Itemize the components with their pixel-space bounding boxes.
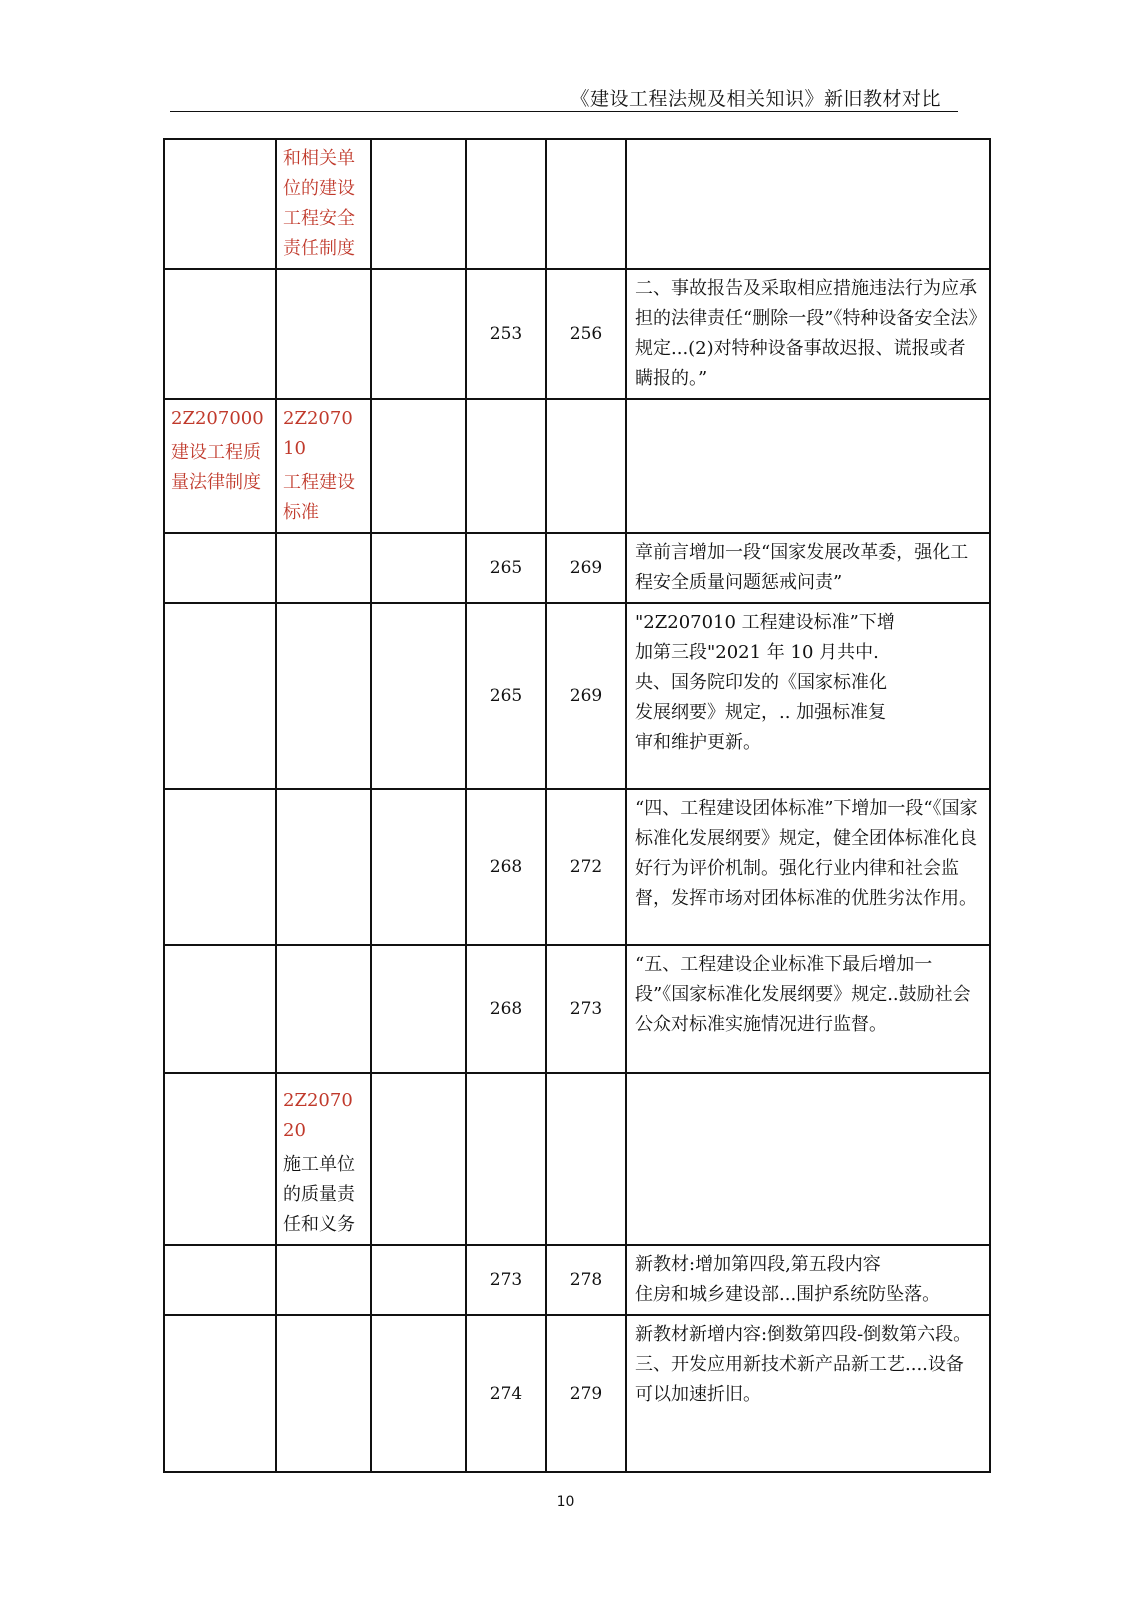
cell-section bbox=[276, 269, 371, 399]
document-header: 《建设工程法规及相关知识》新旧教材对比 bbox=[570, 88, 941, 110]
cell-chapter bbox=[164, 1245, 276, 1315]
cell-new-page bbox=[546, 139, 626, 269]
table-row bbox=[164, 945, 990, 1073]
cell-section bbox=[276, 1315, 371, 1472]
cell-new-page bbox=[546, 1073, 626, 1245]
cell-old-page: 265 bbox=[466, 533, 546, 603]
cell-item bbox=[371, 789, 466, 945]
cell-chapter bbox=[164, 139, 276, 269]
cell-section bbox=[276, 533, 371, 603]
cell-item bbox=[371, 533, 466, 603]
cell-description bbox=[626, 399, 990, 533]
desc-line: 新教材:增加第四段,第五段内容 bbox=[635, 1254, 881, 1275]
desc-line: 三、开发应用新技术新产品新工艺....设备可以加速折旧。 bbox=[635, 1354, 964, 1405]
cell-description: 二、事故报告及采取相应措施违法行为应承担的法律责任“删除一段”《特种设备安全法》规定...(2)对特种设备事故迟报、谎报或者瞒报的。” bbox=[626, 269, 990, 399]
cell-old-page: 268 bbox=[466, 789, 546, 945]
cell-chapter bbox=[164, 1315, 276, 1472]
cell-chapter bbox=[164, 603, 276, 789]
cell-new-page: 269 bbox=[546, 603, 626, 789]
cell-old-page: 273 bbox=[466, 1245, 546, 1315]
cell-item bbox=[371, 1245, 466, 1315]
cell-new-page: 273 bbox=[546, 945, 626, 1073]
cell-new-page: 278 bbox=[546, 1245, 626, 1315]
cell-item bbox=[371, 1315, 466, 1472]
cell-description bbox=[626, 1073, 990, 1245]
cell-description bbox=[626, 1315, 990, 1472]
cell-old-page bbox=[466, 139, 546, 269]
cell-description: “四、工程建设团体标准”下增加一段“《国家标准化发展纲要》规定，健全团体标准化良好行为评价机制。强化行业内律和社会监督，发挥市场对团体标准的优胜劣汰作用。 bbox=[626, 789, 990, 945]
chapter-title: 建设工程质量法律制度 bbox=[171, 442, 261, 493]
cell-item bbox=[371, 1073, 466, 1245]
cell-new-page: 279 bbox=[546, 1315, 626, 1472]
page-number: 10 bbox=[556, 1494, 575, 1510]
comparison-table bbox=[163, 138, 991, 1473]
cell-old-page: 253 bbox=[466, 269, 546, 399]
cell-item bbox=[371, 269, 466, 399]
cell-new-page bbox=[546, 399, 626, 533]
section-title: 工程建设标准 bbox=[283, 472, 355, 523]
cell-old-page bbox=[466, 399, 546, 533]
cell-new-page: 256 bbox=[546, 269, 626, 399]
chapter-code: 2Z207000 bbox=[171, 408, 264, 429]
table-row bbox=[164, 603, 990, 789]
cell-description bbox=[626, 603, 990, 789]
desc-line: 新教材新增内容:倒数第四段-倒数第六段。 bbox=[635, 1324, 972, 1345]
table-row bbox=[164, 1073, 990, 1245]
table-row bbox=[164, 1245, 990, 1315]
cell-chapter bbox=[164, 1073, 276, 1245]
desc-line: "2Z207010 工程建设标准”下增 bbox=[635, 612, 895, 633]
section-code: 2Z207010 bbox=[283, 408, 353, 459]
cell-old-page: 265 bbox=[466, 603, 546, 789]
cell-old-page: 274 bbox=[466, 1315, 546, 1472]
table-row bbox=[164, 399, 990, 533]
cell-chapter bbox=[164, 533, 276, 603]
cell-new-page: 272 bbox=[546, 789, 626, 945]
cell-description bbox=[626, 139, 990, 269]
cell-section bbox=[276, 603, 371, 789]
desc-line: 审和维护更新。 bbox=[635, 732, 761, 753]
cell-section bbox=[276, 1245, 371, 1315]
table-row bbox=[164, 789, 990, 945]
cell-section bbox=[276, 945, 371, 1073]
cell-item bbox=[371, 603, 466, 789]
table-row bbox=[164, 269, 990, 399]
cell-section bbox=[276, 1073, 371, 1245]
desc-line: 央、国务院印发的《国家标准化 bbox=[635, 672, 887, 693]
cell-item bbox=[371, 139, 466, 269]
table-row bbox=[164, 1315, 990, 1472]
cell-new-page: 269 bbox=[546, 533, 626, 603]
cell-chapter bbox=[164, 945, 276, 1073]
cell-old-page: 268 bbox=[466, 945, 546, 1073]
section-title: 施工单位的质量责任和义务 bbox=[283, 1154, 355, 1235]
cell-item bbox=[371, 399, 466, 533]
cell-old-page bbox=[466, 1073, 546, 1245]
cell-item bbox=[371, 945, 466, 1073]
cell-section bbox=[276, 399, 371, 533]
desc-line: 住房和城乡建设部...围护系统防坠落。 bbox=[635, 1284, 941, 1305]
table-row bbox=[164, 139, 990, 269]
table-row bbox=[164, 533, 990, 603]
cell-chapter bbox=[164, 399, 276, 533]
section-code: 2Z207020 bbox=[283, 1090, 353, 1141]
cell-description: “五、工程建设企业标准下最后增加一段”《国家标准化发展纲要》规定..鼓励社会公众对标准实施情况进行监督。 bbox=[626, 945, 990, 1073]
cell-chapter bbox=[164, 269, 276, 399]
cell-section: 和相关单位的建设工程安全责任制度 bbox=[276, 139, 371, 269]
header-rule bbox=[170, 111, 958, 112]
cell-description: 章前言增加一段“国家发展改革委，强化工程安全质量问题惩戒问责” bbox=[626, 533, 990, 603]
cell-chapter bbox=[164, 789, 276, 945]
desc-line: 发展纲要》规定，.. 加强标准复 bbox=[635, 702, 887, 723]
cell-section bbox=[276, 789, 371, 945]
desc-line: 加第三段"2021 年 10 月共中. bbox=[635, 642, 879, 663]
cell-description bbox=[626, 1245, 990, 1315]
